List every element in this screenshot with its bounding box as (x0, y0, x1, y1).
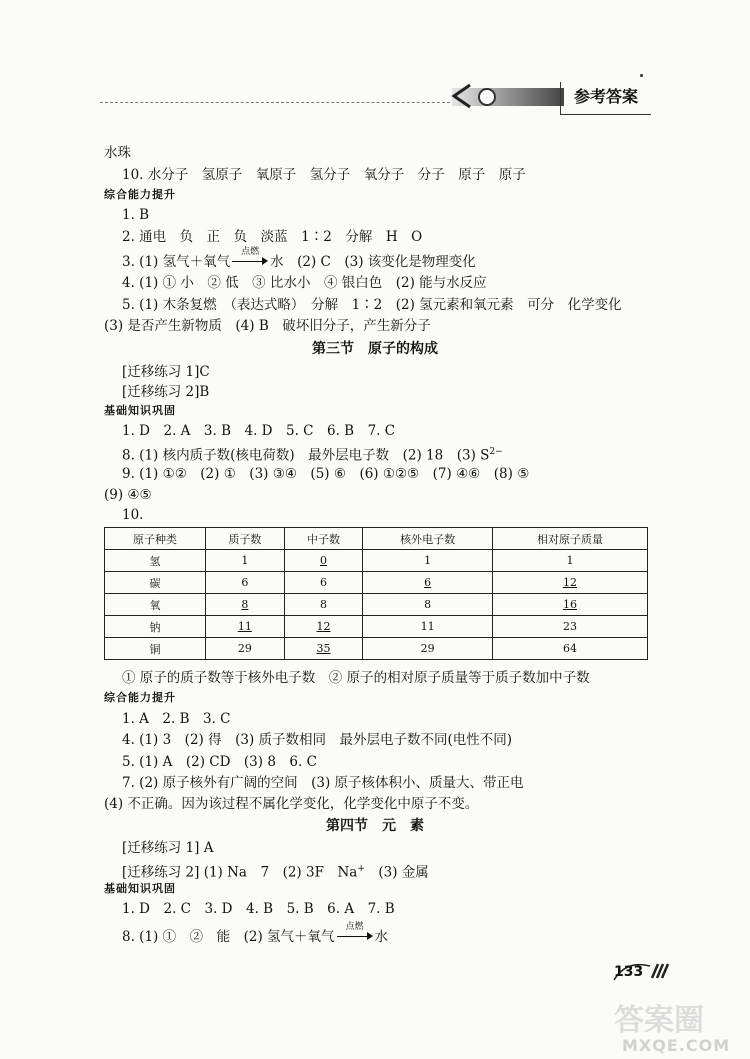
text-line: 9. (1) ①② (2) ① (3) ③④ (5) ⑥ (6) ①②⑤ (7) ④⑥ (8) ⑤ (122, 466, 530, 482)
page-header (0, 0, 750, 125)
text-line: 4. (1) 3 (2) 得 (3) 质子数相同 最外层电子数不同(电性不同) (122, 732, 513, 748)
text-span: 3. (1) 氢气＋氧气 (122, 254, 231, 270)
text-line (122, 860, 429, 882)
text-line: (9) ④⑤ (104, 487, 152, 503)
table-row (105, 550, 648, 572)
table-cell: 1 (363, 550, 493, 572)
text-line: 5. (1) 木条复燃 （表达式略） 分解 1∶2 (2) 氢元素和氧元素 可分 化学变化 (122, 297, 622, 313)
text-line (122, 247, 476, 271)
subheading: 基础知识巩固 (104, 404, 176, 417)
table-cell: 29 (206, 638, 285, 660)
subheading: 基础知识巩固 (104, 882, 176, 895)
watermark-logo (612, 998, 742, 1038)
atom-structure-table (104, 527, 648, 660)
section-heading: 第三节 原子的构成 (312, 341, 438, 357)
table-cell: 1 (206, 550, 285, 572)
text-line: 水珠 (104, 145, 131, 161)
table-cell: 29 (363, 638, 493, 660)
text-line: 5. (1) A (2) CD (3) 8 6. C (122, 754, 317, 770)
text-line: [迁移练习 1]C (122, 364, 210, 380)
table-row (105, 572, 648, 594)
column-header: 中子数 (284, 528, 363, 550)
section-heading: 第四节 元 素 (326, 818, 424, 834)
text-line: ① 原子的质子数等于核外电子数 ② 原子的相对原子质量等于质子数加中子数 (122, 670, 590, 686)
text-line (122, 922, 388, 946)
column-header: 相对原子质量 (492, 528, 647, 550)
table-cell: 氧 (105, 594, 206, 616)
subheading: 综合能力提升 (104, 188, 176, 201)
text-line: (3) 是否产生新物质 (4) B 破坏旧分子，产生新分子 (104, 318, 431, 334)
text-line: 7. (2) 原子核外有广阔的空间 (3) 原子核体积小、质量大、带正电 (122, 775, 524, 791)
text-line: 1. B (122, 207, 150, 223)
reaction-condition: 点燃 (345, 922, 364, 932)
text-line: 2. 通电 负 正 负 淡蓝 1∶2 分解 H O (122, 229, 423, 245)
text-line: 4. (1) ① 小 ② 低 ③ 比水小 ④ 银白色 (2) 能与水反应 (122, 275, 487, 291)
header-dashed-rule (100, 102, 460, 103)
text-line: [迁移练习 2]B (122, 384, 210, 400)
text-span: 8. (1) 核内质子数(核电荷数) 最外层电子数 (2) 18 (3) S (122, 447, 490, 464)
text-line: 1. A 2. B 3. C (122, 711, 231, 727)
table-cell: 6 (363, 572, 493, 594)
table-header-row (105, 528, 648, 550)
reaction-arrow-icon (232, 247, 268, 269)
text-span: 水 (374, 929, 388, 945)
header-dot (640, 74, 643, 77)
watermark-text: MXQE.COM (622, 1036, 731, 1055)
text-span: (3) 金属 (364, 864, 429, 881)
reaction-condition: 点燃 (241, 247, 260, 257)
table-cell: 11 (363, 616, 493, 638)
text-span: [迁移练习 2] (1) Na 7 (2) 3F Na (122, 864, 358, 881)
table-cell: 35 (284, 638, 363, 660)
table-row (105, 594, 648, 616)
table-cell: 8 (284, 594, 363, 616)
table-cell: 64 (492, 638, 647, 660)
table-cell: 钠 (105, 616, 206, 638)
superscript: + (357, 864, 365, 874)
table-cell: 6 (206, 572, 285, 594)
column-header: 质子数 (206, 528, 285, 550)
table-cell: 碳 (105, 572, 206, 594)
table-cell: 8 (206, 594, 285, 616)
svg-text:答案圈: 答案圈 (614, 1003, 704, 1038)
text-line: 10. (122, 507, 144, 523)
table-cell: 铜 (105, 638, 206, 660)
superscript: 2− (489, 447, 503, 457)
text-line (122, 443, 503, 465)
column-header: 原子种类 (105, 528, 206, 550)
page-number: 133 (614, 964, 644, 980)
table-cell: 11 (206, 616, 285, 638)
column-header: 核外电子数 (363, 528, 493, 550)
table-cell: 12 (492, 572, 647, 594)
header-circle-icon (478, 88, 496, 106)
section-label: 参考答案 (560, 82, 651, 115)
table-cell: 1 (492, 550, 647, 572)
table-cell: 12 (284, 616, 363, 638)
table-cell: 氢 (105, 550, 206, 572)
text-span: 8. (1) ① ② 能 (2) 氢气＋氧气 (122, 929, 335, 945)
subheading: 综合能力提升 (104, 691, 176, 704)
text-span: 水 (2) C (3) 该变化是物理变化 (270, 254, 476, 270)
table-cell: 6 (284, 572, 363, 594)
table-cell: 23 (492, 616, 647, 638)
table-cell: 0 (284, 550, 363, 572)
table-cell: 16 (492, 594, 647, 616)
text-line: 10. 水分子 氢原子 氧原子 氢分子 氧分子 分子 原子 原子 (122, 167, 526, 183)
table-cell: 8 (363, 594, 493, 616)
text-line: 1. D 2. A 3. B 4. D 5. C 6. B 7. C (122, 423, 396, 439)
table-row (105, 616, 648, 638)
text-line: 1. D 2. C 3. D 4. B 5. B 6. A 7. B (122, 901, 395, 917)
table-row (105, 638, 648, 660)
text-line: [迁移练习 1] A (122, 840, 214, 856)
text-line: (4) 不正确。因为该过程不属化学变化，化学变化中原子不变。 (104, 796, 479, 812)
reaction-arrow-icon (337, 922, 373, 944)
